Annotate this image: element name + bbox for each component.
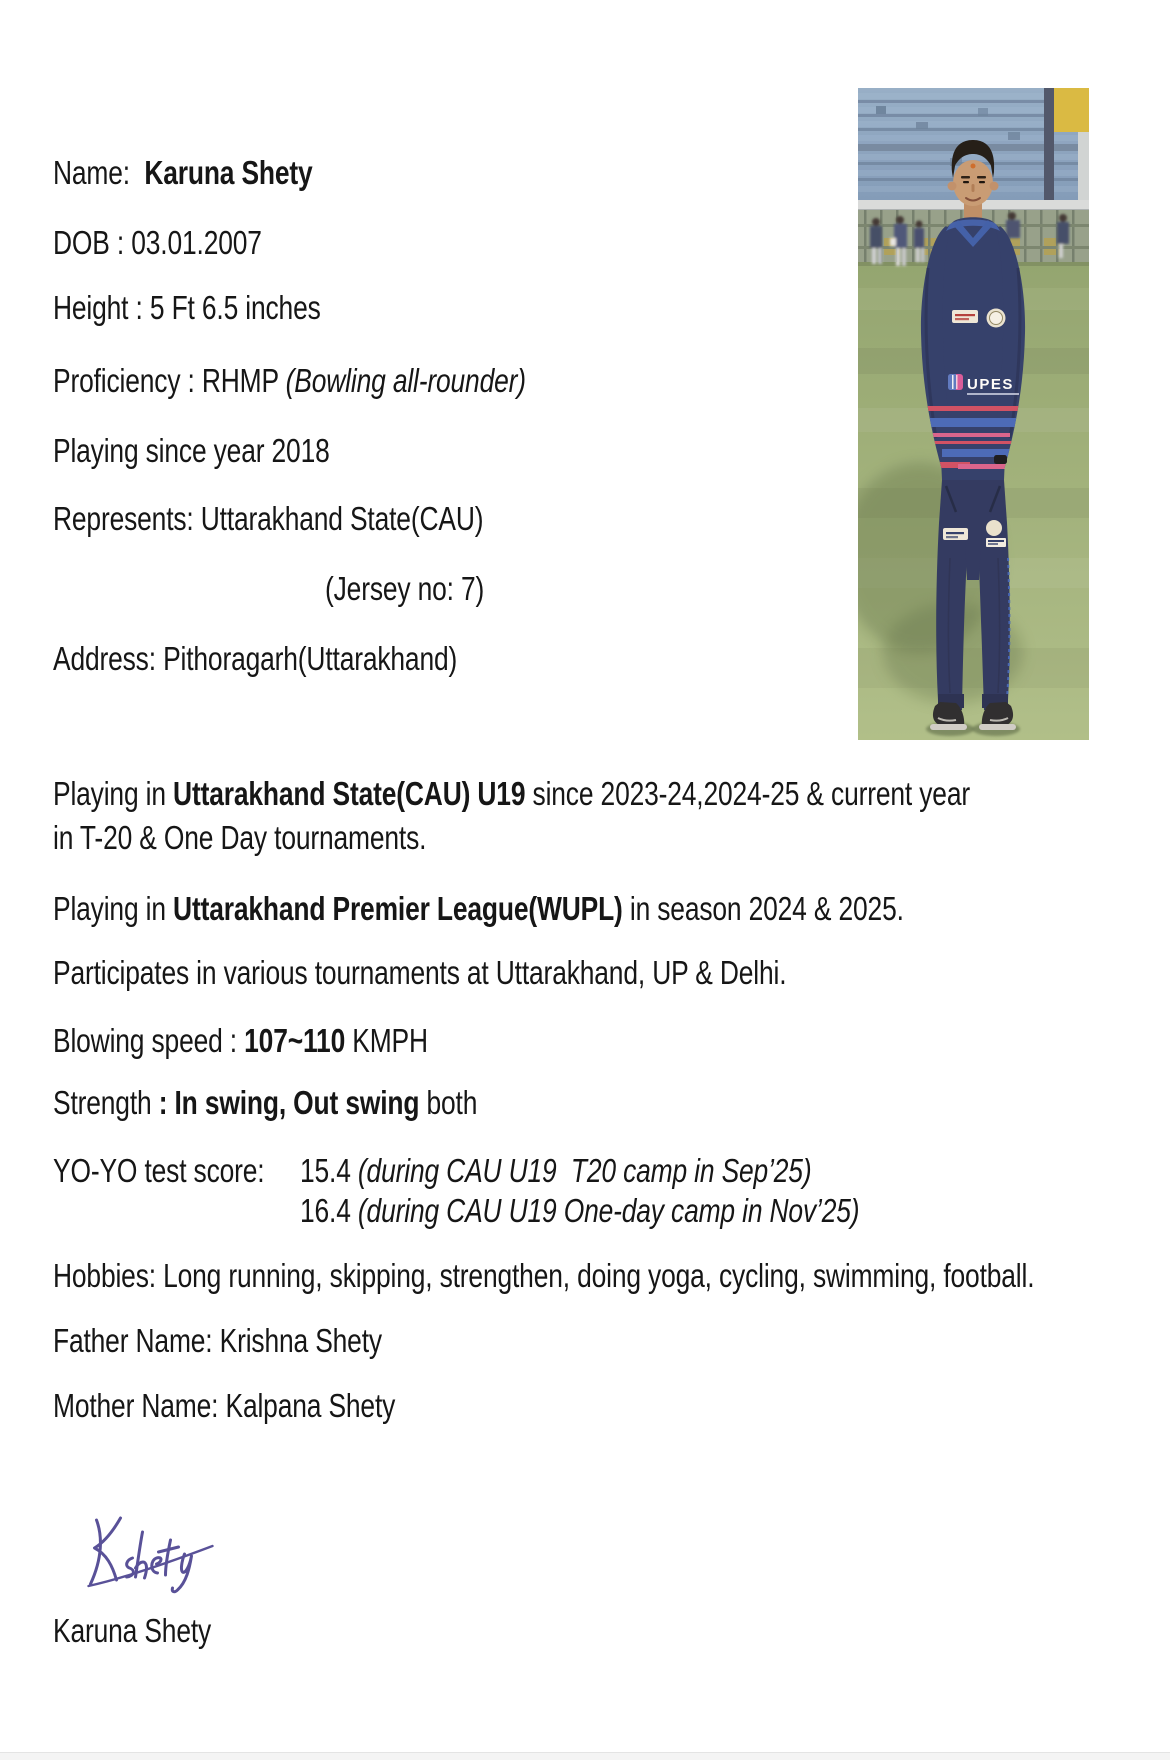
signature [78, 1502, 233, 1597]
yoyo-score-2-note: (during CAU U19 One-day camp in Nov’25) [357, 1192, 860, 1229]
field-proficiency-note: (Bowling all-rounder) [285, 362, 526, 399]
yoyo-score-2 [300, 1192, 859, 1230]
field-name [53, 154, 313, 192]
signature-drawing [78, 1502, 233, 1597]
yoyo-score-2-value: 16.4 [300, 1192, 358, 1229]
field-proficiency [53, 362, 526, 400]
field-name-label: Name: [53, 154, 145, 191]
para-wupl-pre: Playing in [53, 890, 174, 927]
field-playing-since: Playing since year 2018 [53, 432, 330, 469]
para-state-u19-line1 [53, 775, 970, 813]
para-wupl-bold: Uttarakhand Premier League(WUPL) [173, 890, 623, 927]
para-state-u19-post: since 2023-24,2024-25 & current year [525, 775, 970, 812]
field-proficiency-label: Proficiency : RHMP [53, 362, 286, 399]
field-address: Address: Pithoragarh(Uttarakhand) [53, 640, 458, 677]
para-state-u19-bold: Uttarakhand State(CAU) U19 [173, 775, 526, 812]
player-photo-image [858, 88, 1089, 740]
para-state-u19-pre: Playing in [53, 775, 174, 812]
field-name-value: Karuna Shety [144, 154, 313, 191]
field-strength [53, 1084, 477, 1122]
strength-label: Strength [53, 1084, 159, 1121]
strength-value: : In swing, Out swing [158, 1084, 420, 1121]
yoyo-score-1 [300, 1152, 811, 1190]
bowling-speed-unit: KMPH [345, 1022, 428, 1059]
para-wupl-post: in season 2024 & 2025. [622, 890, 904, 927]
field-dob: DOB : 03.01.2007 [53, 224, 262, 261]
jersey-text: UPES [967, 376, 1014, 393]
field-represents: Represents: Uttarakhand State(CAU) [53, 500, 484, 537]
yoyo-score-1-note: (during CAU U19 T20 camp in Sep’25) [357, 1152, 812, 1189]
signature-typed-name: Karuna Shety [53, 1612, 212, 1649]
field-jersey-no: (Jersey no: 7) [325, 570, 485, 607]
para-tournaments: Participates in various tournaments at Uttarakhand, UP & Delhi. [53, 954, 787, 991]
yoyo-label: YO-YO test score: [53, 1152, 265, 1189]
bowling-speed-value: 107~110 [244, 1022, 346, 1059]
field-mother-name: Mother Name: Kalpana Shety [53, 1387, 396, 1424]
bowling-speed-label: Blowing speed : [53, 1022, 245, 1059]
page-bottom-edge [0, 1752, 1170, 1760]
para-state-u19-line2: in T-20 & One Day tournaments. [53, 819, 427, 856]
para-wupl [53, 890, 904, 928]
field-father-name: Father Name: Krishna Shety [53, 1322, 382, 1359]
strength-suffix: both [419, 1084, 478, 1121]
field-height: Height : 5 Ft 6.5 inches [53, 289, 321, 326]
player-photo [858, 88, 1089, 740]
yoyo-score-1-value: 15.4 [300, 1152, 358, 1189]
field-bowling-speed [53, 1022, 428, 1060]
field-hobbies: Hobbies: Long running, skipping, strengthen, doing yoga, cycling, swimming, football. [53, 1257, 1035, 1294]
